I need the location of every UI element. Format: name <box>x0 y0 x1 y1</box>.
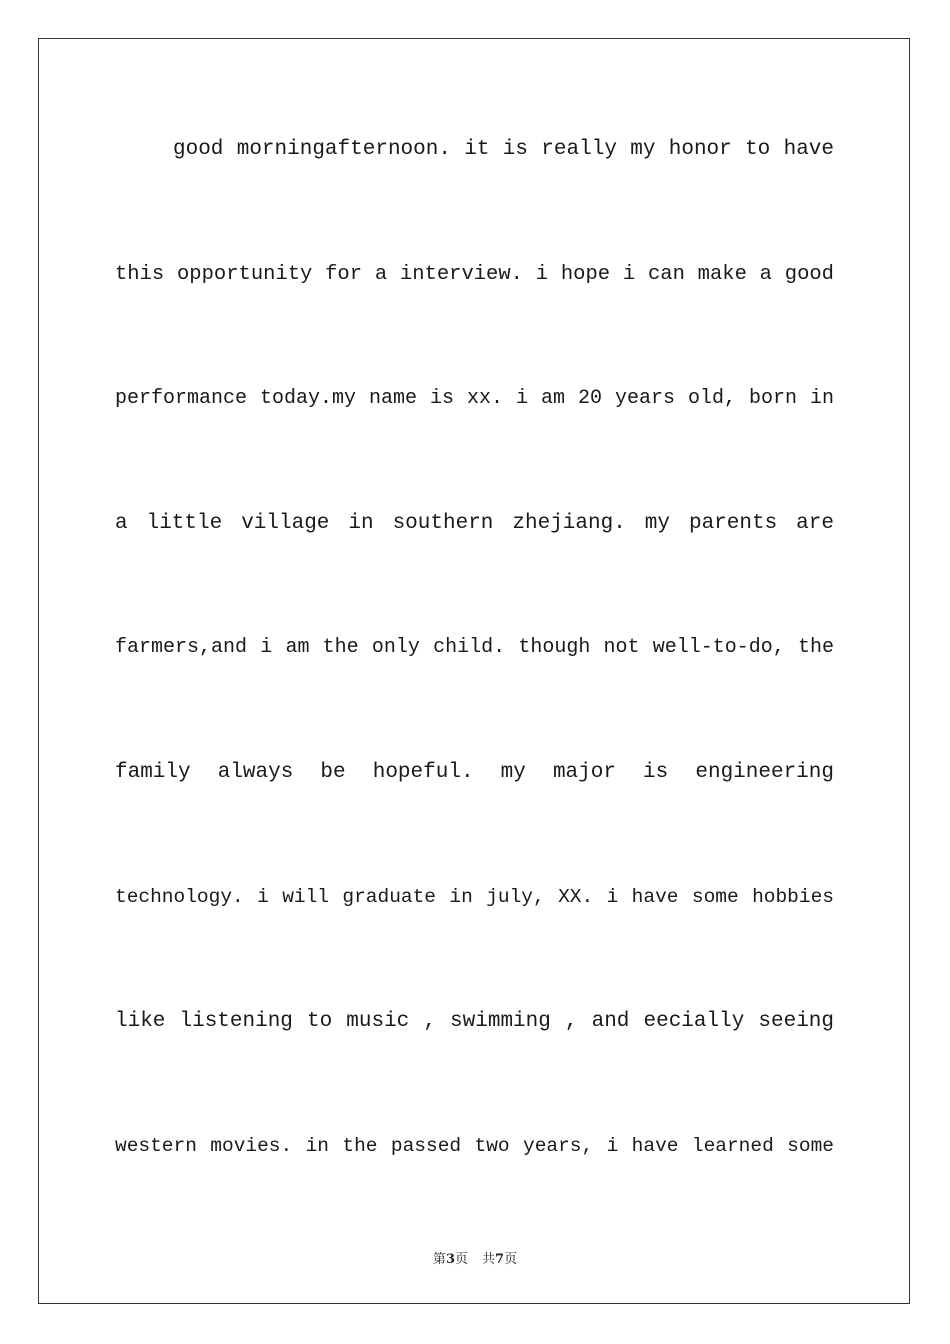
paragraph-line-3: performance today.my name is xx. i am 20 years old, born in <box>115 387 834 410</box>
paragraph-line-7: technology. i will graduate in july, XX. i have some hobbies <box>115 886 834 908</box>
total-page-count: 7 <box>495 1252 505 1267</box>
paragraph-line-1: good morningafternoon. it is really my honor to have <box>173 138 834 161</box>
page-unit: 页 <box>454 1252 468 1267</box>
page-border <box>38 38 910 1304</box>
paragraph-line-5: farmers,and i am the only child. though not well-to-do, the <box>115 636 834 659</box>
paragraph-line-8: like listening to music , swimming , and eecially seeing <box>115 1010 834 1033</box>
paragraph-line-9: western movies. in the passed two years, i have learned some <box>115 1135 834 1157</box>
total-prefix: 共 <box>482 1252 496 1267</box>
page-prefix: 第 <box>432 1252 446 1267</box>
paragraph-line-2: this opportunity for a interview. i hope i can make a good <box>115 263 834 286</box>
page-footer <box>0 1248 950 1267</box>
paragraph-line-6: family always be hopeful. my major is engineering <box>115 761 834 784</box>
total-unit: 页 <box>504 1252 518 1267</box>
current-page-number: 3 <box>445 1252 455 1267</box>
paragraph-line-4: a little village in southern zhejiang. my parents are <box>115 512 834 535</box>
